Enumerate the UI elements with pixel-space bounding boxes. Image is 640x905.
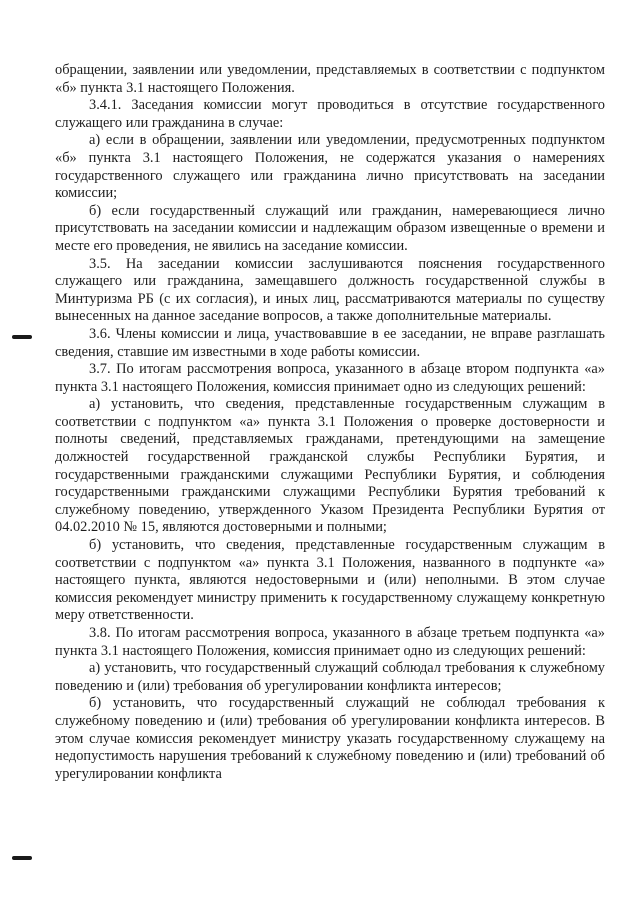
paragraph-3-4-1-a: а) если в обращении, заявлении или уведомлении, предусмотренных подпунктом «б» пункта 3.1 настоящего Положения, не содержатся указания о намерениях государственного служащего или гражданина лично присутствовать на заседании комиссии; bbox=[55, 132, 605, 202]
paragraph-3-8-b: б) установить, что государственный служащий не соблюдал требования к служебному поведению и (или) требования об урегулировании конфликта интересов. В этом случае комиссия рекомендует министру указать государственному служащему на недопустимость нарушения требований к служебному поведению и (или) требований об урегулировании конфликта bbox=[55, 695, 605, 782]
paragraph-continuation: обращении, заявлении или уведомлении, представляемых в соответствии с подпунктом «б» пункта 3.1 настоящего Положения. bbox=[55, 62, 605, 96]
paragraph-3-6: 3.6. Члены комиссии и лица, участвовавшие в ее заседании, не вправе разглашать сведения, ставшие им известными в ходе работы комиссии. bbox=[55, 325, 605, 360]
margin-mark bbox=[12, 335, 32, 339]
paragraph-3-7: 3.7. По итогам рассмотрения вопроса, указанного в абзаце втором подпункта «а» пункта 3.1 настоящего Положения, комиссия принимает одно из следующих решений: bbox=[55, 361, 605, 395]
paragraph-3-8-a: а) установить, что государственный служащий соблюдал требования к служебному поведению и (или) требования об урегулировании конфликта интересов; bbox=[55, 660, 605, 694]
paragraph-3-5: 3.5. На заседании комиссии заслушиваются пояснения государственного служащего или гражданина, замещавшего должность государственной службы в Минтуризма РБ (с их согласия), и иных лиц, рассматриваются материалы по существу вынесенных на данное заседание вопросов, а также дополнительные материалы. bbox=[55, 255, 605, 325]
paragraph-3-8: 3.8. По итогам рассмотрения вопроса, указанного в абзаце третьем подпункта «а» пункта 3.1 настоящего Положения, комиссия принимает одно из следующих решений: bbox=[55, 625, 605, 659]
paragraph-3-4-1: 3.4.1. Заседания комиссии могут проводиться в отсутствие государственного служащего или гражданина в случае: bbox=[55, 97, 605, 131]
paragraph-3-7-a: а) установить, что сведения, представленные государственным служащим в соответствии с подпунктом «а» пункта 3.1 Положения о проверке достоверности и полноты сведений, представляемых гражданами, претендующими на замещение должностей государственной гражданской службы Республики Бурятия, и государственными гражданскими служащими Республики Бурятия, и соблюдения государственными гражданскими служащими Республики Бурятия требований к служебному поведению, утвержденного Указом Президента Республики Бурятия от 04.02.2010 № 15, являются достоверными и полными; bbox=[55, 396, 605, 536]
paragraph-3-4-1-b: б) если государственный служащий или гражданин, намеревающиеся лично присутствовать на заседании комиссии и надлежащим образом извещенные о времени и месте его проведения, не явились на заседание комиссии. bbox=[55, 202, 605, 254]
margin-mark bbox=[12, 856, 32, 860]
document-body bbox=[55, 62, 605, 783]
paragraph-3-7-b: б) установить, что сведения, представленные государственным служащим в соответствии с подпунктом «а» пункта 3.1 Положения, названного в подпункте «а» настоящего пункта, являются недостоверными и (или) неполными. В этом случае комиссия рекомендует министру применить к государственному служащему конкретную меру ответственности. bbox=[55, 537, 605, 624]
